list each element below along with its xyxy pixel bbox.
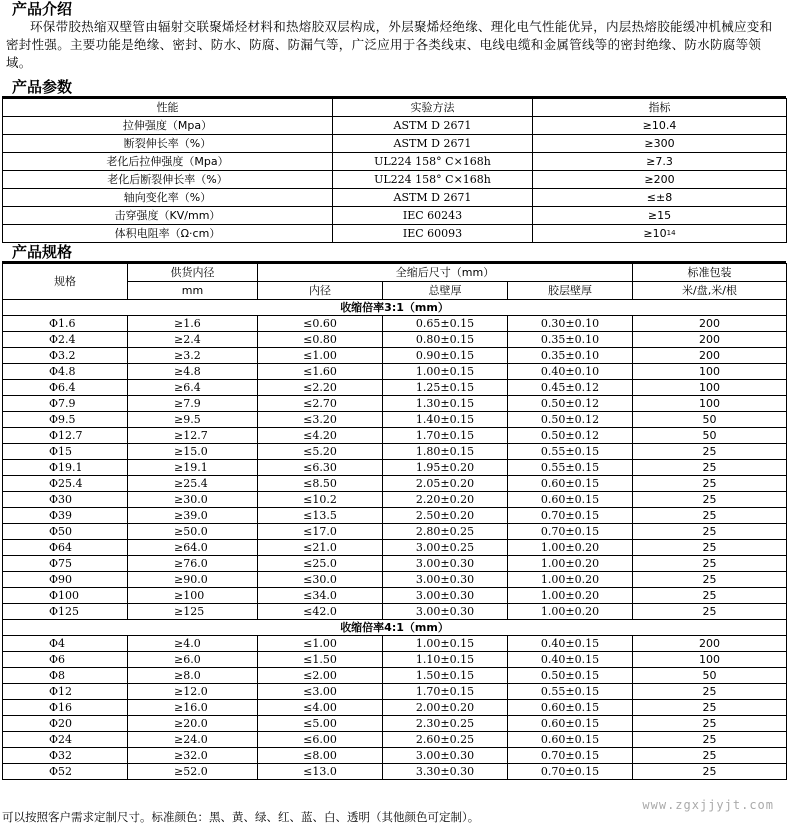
supply-diameter: ≥4.8	[128, 364, 258, 380]
intro-text: 环保带胶热缩双壁管由辐射交联聚烯烃材料和热熔胶双层构成，外层聚烯烃绝缘、理化电气性能优异，内层热熔胶能缓冲机械应变和密封性强。主要功能是绝缘、密封、防水、防腐、防漏气等，广泛应用于各类线束、电线电缆和金属管线等的密封绝缘、防水防腐等领域。	[6, 19, 773, 70]
param-value: ≥15	[533, 207, 787, 225]
spec-size: Φ125	[3, 604, 128, 620]
params-row	[3, 135, 787, 153]
table-row	[3, 588, 787, 604]
glue-wall: 0.40±0.10	[508, 364, 633, 380]
spec-size: Φ90	[3, 572, 128, 588]
glue-wall: 0.45±0.12	[508, 380, 633, 396]
spec-size: Φ75	[3, 556, 128, 572]
pack-length: 100	[633, 380, 787, 396]
recovered-inner: ≤0.60	[258, 316, 383, 332]
glue-wall: 0.55±0.15	[508, 444, 633, 460]
param-method: IEC 60243	[333, 207, 533, 225]
params-table	[2, 98, 787, 243]
recovered-inner: ≤4.20	[258, 428, 383, 444]
total-wall: 1.80±0.15	[383, 444, 508, 460]
pack-length: 100	[633, 396, 787, 412]
param-value: ≤±8	[533, 189, 787, 207]
table-row	[3, 412, 787, 428]
param-name: 击穿强度（KV/mm）	[3, 207, 333, 225]
spec-size: Φ1.6	[3, 316, 128, 332]
supply-diameter: ≥20.0	[128, 716, 258, 732]
table-row	[3, 316, 787, 332]
total-wall: 1.00±0.15	[383, 364, 508, 380]
param-name: 拉伸强度（Mpa）	[3, 117, 333, 135]
glue-wall: 0.50±0.15	[508, 668, 633, 684]
pack-length: 25	[633, 764, 787, 780]
total-wall: 3.00±0.30	[383, 572, 508, 588]
table-row	[3, 524, 787, 540]
param-method: IEC 60093	[333, 225, 533, 243]
table-row	[3, 732, 787, 748]
table-row	[3, 348, 787, 364]
spec-size: Φ24	[3, 732, 128, 748]
total-wall: 3.00±0.30	[383, 748, 508, 764]
param-name: 老化后拉伸强度（Mpa）	[3, 153, 333, 171]
total-wall: 1.00±0.15	[383, 636, 508, 652]
glue-wall: 0.40±0.15	[508, 636, 633, 652]
intro-section	[0, 0, 788, 72]
glue-wall: 1.00±0.20	[508, 572, 633, 588]
table-row	[3, 652, 787, 668]
supply-diameter: ≥25.4	[128, 476, 258, 492]
glue-wall: 1.00±0.20	[508, 604, 633, 620]
group-row	[3, 300, 787, 316]
table-row	[3, 492, 787, 508]
spec-size: Φ52	[3, 764, 128, 780]
supply-diameter: ≥30.0	[128, 492, 258, 508]
table-row	[3, 364, 787, 380]
supply-diameter: ≥7.9	[128, 396, 258, 412]
table-row	[3, 748, 787, 764]
table-row	[3, 332, 787, 348]
params-title: 产品参数	[12, 78, 73, 96]
table-row	[3, 556, 787, 572]
total-wall: 0.65±0.15	[383, 316, 508, 332]
spec-size: Φ9.5	[3, 412, 128, 428]
params-row	[3, 189, 787, 207]
param-method: ASTM D 2671	[333, 135, 533, 153]
pack-length: 25	[633, 572, 787, 588]
recovered-inner: ≤2.70	[258, 396, 383, 412]
spec-header-glue: 胶层壁厚	[508, 282, 633, 300]
total-wall: 2.60±0.25	[383, 732, 508, 748]
supply-diameter: ≥15.0	[128, 444, 258, 460]
glue-wall: 0.60±0.15	[508, 716, 633, 732]
params-row	[3, 207, 787, 225]
supply-diameter: ≥50.0	[128, 524, 258, 540]
spec-size: Φ3.2	[3, 348, 128, 364]
recovered-inner: ≤2.20	[258, 380, 383, 396]
spec-size: Φ6	[3, 652, 128, 668]
recovered-inner: ≤6.30	[258, 460, 383, 476]
param-value: ≥10.4	[533, 117, 787, 135]
spec-size: Φ39	[3, 508, 128, 524]
supply-diameter: ≥64.0	[128, 540, 258, 556]
glue-wall: 0.50±0.12	[508, 412, 633, 428]
table-row	[3, 444, 787, 460]
spec-size: Φ8	[3, 668, 128, 684]
pack-length: 50	[633, 668, 787, 684]
pack-length: 25	[633, 588, 787, 604]
total-wall: 2.80±0.25	[383, 524, 508, 540]
pack-length: 200	[633, 348, 787, 364]
spec-header-shrunk: 全缩后尺寸（mm）	[258, 264, 633, 282]
group-title-4to1: 收缩倍率4:1（mm）	[3, 620, 787, 636]
spec-size: Φ6.4	[3, 380, 128, 396]
spec-size: Φ25.4	[3, 476, 128, 492]
spec-size: Φ12	[3, 684, 128, 700]
pack-length: 50	[633, 412, 787, 428]
recovered-inner: ≤30.0	[258, 572, 383, 588]
pack-length: 50	[633, 428, 787, 444]
watermark: www.zgxjjyjt.com	[642, 798, 774, 812]
spec-size: Φ4.8	[3, 364, 128, 380]
pack-length: 25	[633, 476, 787, 492]
recovered-inner: ≤1.50	[258, 652, 383, 668]
supply-diameter: ≥12.7	[128, 428, 258, 444]
total-wall: 1.70±0.15	[383, 684, 508, 700]
glue-wall: 0.30±0.10	[508, 316, 633, 332]
pack-length: 25	[633, 460, 787, 476]
table-row	[3, 572, 787, 588]
spec-size: Φ20	[3, 716, 128, 732]
supply-diameter: ≥52.0	[128, 764, 258, 780]
spec-size: Φ64	[3, 540, 128, 556]
recovered-inner: ≤5.00	[258, 716, 383, 732]
spec-header-spec: 规格	[3, 264, 128, 300]
table-row	[3, 508, 787, 524]
param-name: 老化后断裂伸长率（%）	[3, 171, 333, 189]
param-method: ASTM D 2671	[333, 189, 533, 207]
param-exponent: 14	[666, 229, 676, 237]
pack-length: 200	[633, 332, 787, 348]
pack-length: 200	[633, 636, 787, 652]
supply-diameter: ≥19.1	[128, 460, 258, 476]
spec-size: Φ7.9	[3, 396, 128, 412]
param-value: ≥7.3	[533, 153, 787, 171]
supply-diameter: ≥76.0	[128, 556, 258, 572]
supply-diameter: ≥125	[128, 604, 258, 620]
total-wall: 3.30±0.30	[383, 764, 508, 780]
spec-size: Φ19.1	[3, 460, 128, 476]
glue-wall: 1.00±0.20	[508, 540, 633, 556]
total-wall: 3.00±0.30	[383, 588, 508, 604]
recovered-inner: ≤4.00	[258, 700, 383, 716]
spec-header-pack-unit: 米/盘,米/根	[633, 282, 787, 300]
recovered-inner: ≤2.00	[258, 668, 383, 684]
params-header-cell: 指标	[533, 99, 787, 117]
recovered-inner: ≤5.20	[258, 444, 383, 460]
param-method: UL224 158° C×168h	[333, 171, 533, 189]
recovered-inner: ≤3.20	[258, 412, 383, 428]
table-row	[3, 428, 787, 444]
pack-length: 25	[633, 524, 787, 540]
total-wall: 1.50±0.15	[383, 668, 508, 684]
total-wall: 2.05±0.20	[383, 476, 508, 492]
glue-wall: 0.60±0.15	[508, 476, 633, 492]
glue-wall: 0.55±0.15	[508, 460, 633, 476]
glue-wall: 0.70±0.15	[508, 524, 633, 540]
pack-length: 200	[633, 316, 787, 332]
supply-diameter: ≥12.0	[128, 684, 258, 700]
glue-wall: 1.00±0.20	[508, 588, 633, 604]
pack-length: 25	[633, 492, 787, 508]
params-header-cell: 性能	[3, 99, 333, 117]
supply-diameter: ≥16.0	[128, 700, 258, 716]
supply-diameter: ≥100	[128, 588, 258, 604]
glue-wall: 0.60±0.15	[508, 492, 633, 508]
params-header-row	[3, 99, 787, 117]
supply-diameter: ≥1.6	[128, 316, 258, 332]
table-row	[3, 380, 787, 396]
pack-length: 25	[633, 684, 787, 700]
glue-wall: 0.70±0.15	[508, 748, 633, 764]
param-method: ASTM D 2671	[333, 117, 533, 135]
total-wall: 2.00±0.20	[383, 700, 508, 716]
spec-header-inner: 内径	[258, 282, 383, 300]
pack-length: 25	[633, 556, 787, 572]
footer-note: 可以按照客户需求定制尺寸。标准颜色：黑、黄、绿、红、蓝、白、透明（其他颜色可定制）。	[2, 810, 480, 824]
recovered-inner: ≤25.0	[258, 556, 383, 572]
table-row	[3, 684, 787, 700]
pack-length: 25	[633, 748, 787, 764]
recovered-inner: ≤34.0	[258, 588, 383, 604]
total-wall: 1.30±0.15	[383, 396, 508, 412]
spec-size: Φ30	[3, 492, 128, 508]
spec-title: 产品规格	[12, 243, 73, 261]
table-row	[3, 540, 787, 556]
table-row	[3, 476, 787, 492]
recovered-inner: ≤13.0	[258, 764, 383, 780]
total-wall: 1.40±0.15	[383, 412, 508, 428]
recovered-inner: ≤13.5	[258, 508, 383, 524]
supply-diameter: ≥8.0	[128, 668, 258, 684]
supply-diameter: ≥90.0	[128, 572, 258, 588]
total-wall: 0.90±0.15	[383, 348, 508, 364]
spec-size: Φ12.7	[3, 428, 128, 444]
param-name: 轴向变化率（%）	[3, 189, 333, 207]
params-header-cell: 实验方法	[333, 99, 533, 117]
pack-length: 100	[633, 652, 787, 668]
pack-length: 25	[633, 732, 787, 748]
recovered-inner: ≤6.00	[258, 732, 383, 748]
spec-header-total: 总壁厚	[383, 282, 508, 300]
params-row	[3, 117, 787, 135]
spec-size: Φ50	[3, 524, 128, 540]
total-wall: 2.20±0.20	[383, 492, 508, 508]
glue-wall: 0.70±0.15	[508, 508, 633, 524]
table-row	[3, 636, 787, 652]
table-row	[3, 700, 787, 716]
recovered-inner: ≤0.80	[258, 332, 383, 348]
params-row	[3, 153, 787, 171]
supply-diameter: ≥4.0	[128, 636, 258, 652]
spec-size: Φ4	[3, 636, 128, 652]
recovered-inner: ≤10.2	[258, 492, 383, 508]
total-wall: 0.80±0.15	[383, 332, 508, 348]
pack-length: 100	[633, 364, 787, 380]
recovered-inner: ≤21.0	[258, 540, 383, 556]
supply-diameter: ≥9.5	[128, 412, 258, 428]
total-wall: 1.25±0.15	[383, 380, 508, 396]
recovered-inner: ≤1.00	[258, 636, 383, 652]
recovered-inner: ≤1.60	[258, 364, 383, 380]
supply-diameter: ≥3.2	[128, 348, 258, 364]
glue-wall: 0.40±0.15	[508, 652, 633, 668]
glue-wall: 0.35±0.10	[508, 348, 633, 364]
spec-header-pack: 标准包装	[633, 264, 787, 282]
total-wall: 3.00±0.30	[383, 556, 508, 572]
intro-title: 产品介绍	[12, 0, 73, 18]
pack-length: 25	[633, 604, 787, 620]
supply-diameter: ≥32.0	[128, 748, 258, 764]
table-row	[3, 668, 787, 684]
spec-size: Φ16	[3, 700, 128, 716]
total-wall: 2.30±0.25	[383, 716, 508, 732]
glue-wall: 0.60±0.15	[508, 700, 633, 716]
param-method: UL224 158° C×168h	[333, 153, 533, 171]
table-row	[3, 604, 787, 620]
total-wall: 1.95±0.20	[383, 460, 508, 476]
recovered-inner: ≤3.00	[258, 684, 383, 700]
group-row	[3, 620, 787, 636]
glue-wall: 0.35±0.10	[508, 332, 633, 348]
total-wall: 1.70±0.15	[383, 428, 508, 444]
spec-header-supply-unit: mm	[128, 282, 258, 300]
recovered-inner: ≤8.00	[258, 748, 383, 764]
param-value: $\ge 10^{14}$	[533, 225, 787, 243]
table-row	[3, 764, 787, 780]
supply-diameter: ≥24.0	[128, 732, 258, 748]
supply-diameter: ≥6.0	[128, 652, 258, 668]
param-name: 断裂伸长率（%）	[3, 135, 333, 153]
spec-size: Φ2.4	[3, 332, 128, 348]
param-value: ≥300	[533, 135, 787, 153]
total-wall: 3.00±0.25	[383, 540, 508, 556]
total-wall: 1.10±0.15	[383, 652, 508, 668]
spec-table	[2, 263, 787, 780]
supply-diameter: ≥2.4	[128, 332, 258, 348]
spec-size: Φ100	[3, 588, 128, 604]
table-row	[3, 716, 787, 732]
glue-wall: 0.70±0.15	[508, 764, 633, 780]
params-row	[3, 171, 787, 189]
param-value: ≥200	[533, 171, 787, 189]
pack-length: 25	[633, 716, 787, 732]
supply-diameter: ≥6.4	[128, 380, 258, 396]
recovered-inner: ≤42.0	[258, 604, 383, 620]
supply-diameter: ≥39.0	[128, 508, 258, 524]
glue-wall: 0.50±0.12	[508, 428, 633, 444]
recovered-inner: ≤1.00	[258, 348, 383, 364]
spec-size: Φ32	[3, 748, 128, 764]
glue-wall: 0.55±0.15	[508, 684, 633, 700]
glue-wall: 0.50±0.12	[508, 396, 633, 412]
param-name: 体积电阻率（Ω·cm）	[3, 225, 333, 243]
recovered-inner: ≤8.50	[258, 476, 383, 492]
params-row	[3, 225, 787, 243]
total-wall: 2.50±0.20	[383, 508, 508, 524]
spec-size: Φ15	[3, 444, 128, 460]
table-row	[3, 460, 787, 476]
group-title-3to1: 收缩倍率3:1（mm）	[3, 300, 787, 316]
pack-length: 25	[633, 444, 787, 460]
glue-wall: 1.00±0.20	[508, 556, 633, 572]
table-row	[3, 396, 787, 412]
spec-header-row	[3, 264, 787, 282]
total-wall: 3.00±0.30	[383, 604, 508, 620]
pack-length: 25	[633, 700, 787, 716]
recovered-inner: ≤17.0	[258, 524, 383, 540]
glue-wall: 0.60±0.15	[508, 732, 633, 748]
pack-length: 25	[633, 540, 787, 556]
spec-header-supply: 供货内径	[128, 264, 258, 282]
pack-length: 25	[633, 508, 787, 524]
